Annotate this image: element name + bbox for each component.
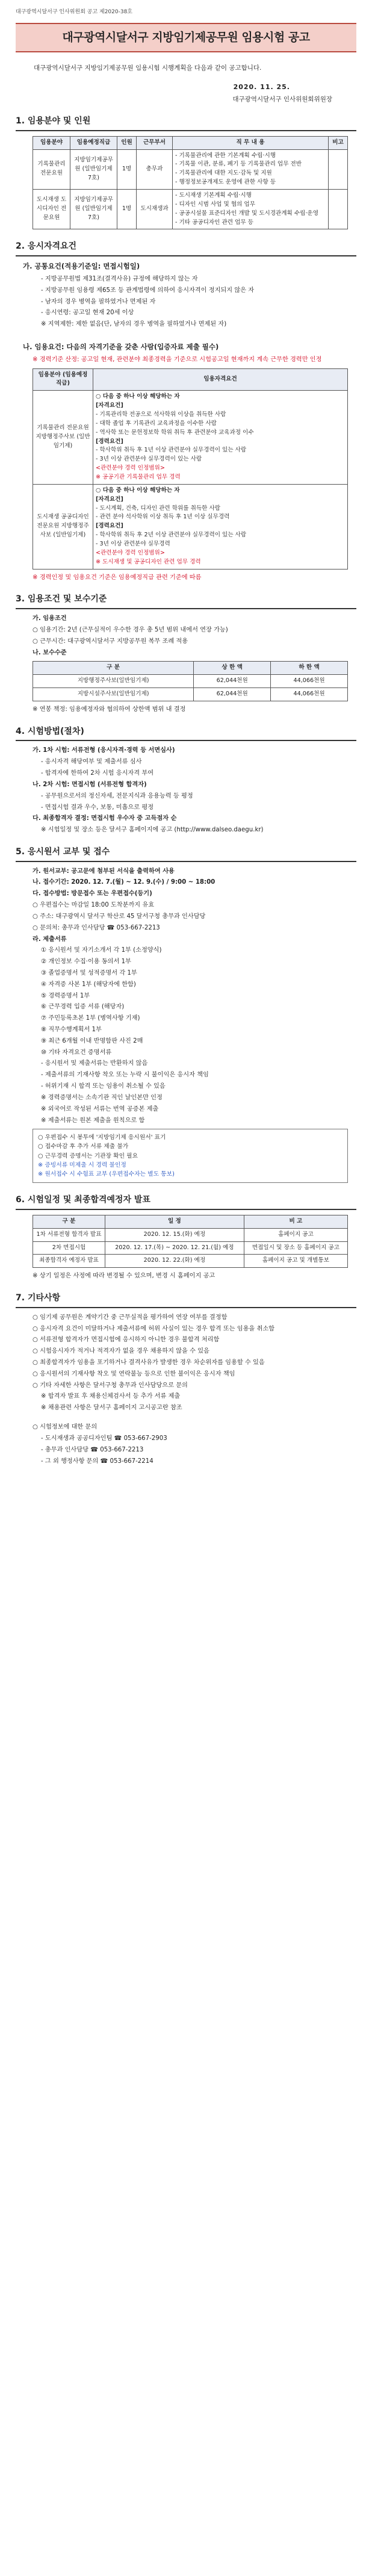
duties-cell <box>173 189 329 229</box>
text-line: 나. 보수수준 <box>33 649 67 656</box>
text-line: - 응시원서 및 제출서류는 반환하지 않음 <box>41 1060 148 1067</box>
table-cell: 2020. 12. 15.(화) 예정 <box>105 1228 244 1241</box>
text-line: 다. 접수방법: 방문접수 또는 우편접수(등기) <box>33 890 152 898</box>
position-table-wrap <box>33 136 348 230</box>
duty-line: - 기록물관리에 대한 지도·감독 및 지원 <box>175 170 272 177</box>
table-cell: 면접일시 및 장소 등 홈페이지 공고 <box>244 1241 347 1255</box>
notice-number: 대구광역시달서구 인사위원회 공고 제2020-38호 <box>16 9 132 15</box>
text-line: ⑥ 근무경력 입증 서류 (해당자) <box>41 1004 125 1011</box>
duty-line: - 기록물관리에 관한 기본계획 수립·시행 <box>175 152 276 159</box>
requirements-footnote: ※ 경력인정 및 임용요건 기준은 임용예정직급 관련 기준에 따름 <box>33 574 202 581</box>
table-header: 하 한 액 <box>271 662 348 675</box>
text-line: - 응시연령: 공고일 현재 20세 이상 <box>41 309 134 317</box>
duty-line: - 도시재생 기본계획 수립·시행 <box>175 191 252 199</box>
text-line: - 면접시험 결과 우수, 보통, 미흡으로 평정 <box>41 804 154 811</box>
text-line: ※ 채용관련 사항은 달서구 홈페이지 고시공고란 참조 <box>41 1404 182 1412</box>
section-title: 7. 기타사항 <box>16 1292 356 1308</box>
duty-line: - 공공시설물 표준디자인 개발 및 도시경관계획 수립·운영 <box>175 209 318 217</box>
schedule-table <box>33 1215 348 1268</box>
text-line: ○ 응시자격 요건이 미달하거나 제출서류에 허위 사실이 있는 경우 합격 또는 임용을 취소함 <box>33 1325 275 1332</box>
requirements-table <box>33 368 348 570</box>
text-line: 나. 접수기간: 2020. 12. 7.(월) ~ 12. 9.(수) / 9:00 ~ 18:00 <box>33 879 215 886</box>
table-cell: 홈페이지 공고 및 개별통보 <box>244 1255 347 1268</box>
submission-notes-box <box>33 1129 348 1183</box>
text-line: ○ 임용기간: 2년 (근무실적이 우수한 경우 총 5년 범위 내에서 연장 가능) <box>33 626 228 633</box>
section-title: 6. 시험일정 및 최종합격예정자 발표 <box>16 1194 356 1210</box>
duty-line: - 디자인 시범 사업 및 협의 업무 <box>175 200 255 208</box>
page-title: 대구광역시달서구 지방임기제공무원 임용시험 공고 <box>16 23 356 52</box>
table-cell: 62,044천원 <box>194 675 271 688</box>
table-row <box>33 1228 348 1241</box>
requirement-line: - 도시계획, 건축, 디자인 관련 학위를 취득한 사람 <box>96 504 220 512</box>
note-cell <box>329 149 348 189</box>
table-cell: 기록물관리 전문요원 <box>33 149 70 189</box>
table-row <box>33 1241 348 1255</box>
pay-table-wrap <box>33 661 348 701</box>
field-cell: 도시재생 공공디자인 전문요원 지방행정주사보 (일반임기제) <box>33 484 93 569</box>
text-line: ⑤ 경력증명서 1부 <box>41 992 90 999</box>
requirement-line: - 기록관리학 전공으로 석사학위 이상을 취득한 사람 <box>96 411 226 418</box>
requirement-line: - 대학 졸업 후 기록관리 교육과정을 이수한 사람 <box>96 420 217 427</box>
requirement-line: ※ 공공기관 기록물관리 업무 경력 <box>96 474 181 481</box>
table-row <box>33 391 348 485</box>
text-line: ○ 문의처: 총무과 인사담당 ☎ 053-667-2213 <box>33 924 160 931</box>
section-title: 5. 응시원서 교부 및 접수 <box>16 846 356 862</box>
section-title: 1. 임용분야 및 인원 <box>16 115 356 131</box>
text-line: ※ 제출서류는 원본 제출을 원칙으로 함 <box>41 1117 145 1124</box>
requirement-line: - 3년 이상 관련분야 실무경력 <box>96 541 170 548</box>
text-line: ○ 주소: 대구광역시 달서구 학산로 45 달서구청 총무과 인사담당 <box>33 913 206 920</box>
subsection-title: 가. 공통요건(적용기준일: 면접시험일) <box>23 262 140 271</box>
text-line: ○ 서류전형 합격자가 면접시험에 응시하지 아니한 경우 불합격 처리함 <box>33 1336 220 1344</box>
table-cell: 1명 <box>117 189 137 229</box>
text-line: - 남자의 경우 병역을 필하였거나 면제된 자 <box>41 298 156 305</box>
table-header: 임용분야 <box>33 136 70 149</box>
text-line: - 총무과 인사담당 ☎ 053-667-2213 <box>41 1446 144 1453</box>
table-cell: 44,066천원 <box>271 688 348 701</box>
table-header: 일 정 <box>105 1215 244 1228</box>
table-header: 근무부서 <box>137 136 173 149</box>
issuer: 대구광역시달서구 인사위원회위원장 <box>232 95 332 103</box>
table-header: 임용분야 (임용예정직급) <box>33 368 93 391</box>
table-row <box>33 675 348 688</box>
text-line: 가. 임용조건 <box>33 615 67 622</box>
table-cell: 총무과 <box>137 149 173 189</box>
table-cell: 62,044천원 <box>194 688 271 701</box>
table-header: 상 한 액 <box>194 662 271 675</box>
table-header: 구 분 <box>33 1215 105 1228</box>
text-line: ⑨ 최근 6개월 이내 반명함판 사진 2매 <box>41 1037 143 1044</box>
text-line: 다. 최종합격자 결정: 면접시험 우수자 중 고득점자 순 <box>33 815 177 822</box>
note-line: ※ 원서접수 시 수험표 교부 (우편접수자는 별도 통보) <box>38 1171 175 1178</box>
section-title: 4. 시험방법(절차) <box>16 725 356 742</box>
text-line: ※ 경력증명서는 소속기관 직인 날인본만 인정 <box>41 1094 163 1101</box>
text-line: ⑦ 주민등록초본 1부 (병역사항 기재) <box>41 1015 140 1022</box>
text-line: ⑩ 기타 자격요건 증명서류 <box>41 1049 112 1056</box>
requirement-line: <관련분야 경력 인정범위> <box>96 465 165 472</box>
text-line: - 공무원으로서의 정신자세, 전문지식과 응용능력 등 평정 <box>41 792 193 799</box>
table-cell: 최종합격자 예정자 발표 <box>33 1255 105 1268</box>
schedule-note: ※ 상기 일정은 사정에 따라 변경될 수 있으며, 변경 시 홈페이지 공고 <box>33 1273 215 1280</box>
career-note: ※ 경력기준 산정: 공고일 현재, 관련분야 최종경력을 기준으로 시험공고일 현재까지 계속 근무한 경력만 인정 <box>33 356 322 363</box>
table-cell: 1차 서류전형 합격자 발표 <box>33 1228 105 1241</box>
text-line: ※ 합격자 발표 후 채용신체검사서 등 추가 서류 제출 <box>41 1393 181 1400</box>
text-line: ○ 시험응시자가 적거나 적격자가 없을 경우 채용하지 않을 수 있음 <box>33 1348 209 1355</box>
text-line: ○ 임기제 공무원은 계약기간 중 근무실적을 평가하여 연장 여부를 결정함 <box>33 1314 228 1321</box>
note-line: ※ 증빙서류 미제출 시 경력 불인정 <box>38 1161 126 1169</box>
table-cell: 1명 <box>117 149 137 189</box>
text-line: ① 응시원서 및 자기소개서 각 1부 (소정양식) <box>41 947 162 954</box>
table-row <box>33 189 348 229</box>
table-header: 비 고 <box>244 1215 347 1228</box>
text-line: 가. 1차 시험: 서류전형 (응시자격·경력 등 서면심사) <box>33 747 175 754</box>
text-line: 나. 2차 시험: 면접시험 (서류전형 합격자) <box>33 781 147 788</box>
table-row <box>33 1255 348 1268</box>
position-table <box>33 136 348 230</box>
duty-line: - 기타 공공디자인 관련 업무 등 <box>175 219 253 226</box>
text-line: ④ 자격증 사본 1부 (해당자에 한함) <box>41 981 136 988</box>
table-cell: 지방임기제공무원 (일반임기제 7호) <box>70 149 117 189</box>
table-row <box>33 688 348 701</box>
requirement-line: - 관련 분야 석사학위 이상 취득 후 1년 이상 실무경력 <box>96 514 230 521</box>
text-line: - 지방공무원 임용령 제65조 등 관계법령에 의하여 응시자격이 정지되지 않은 자 <box>41 287 255 294</box>
requirement-line: [자격요건] <box>96 495 123 503</box>
table-cell: 2020. 12. 22.(화) 예정 <box>105 1255 244 1268</box>
requirement-line: - 역사학 또는 문헌정보학 학위 취득 후 관련분야 교육과정 이수 <box>96 429 254 436</box>
table-cell: 도시재생 도시디자인 전문요원 <box>33 189 70 229</box>
table-cell: 홈페이지 공고 <box>244 1228 347 1241</box>
text-line: ○ 기타 자세한 사항은 달서구청 총무과 인사담당으로 문의 <box>33 1382 188 1389</box>
notice-date: 2020. 11. 25. <box>233 82 290 91</box>
text-line: ○ 최종합격자가 임용을 포기하거나 결격사유가 발생한 경우 차순위자를 임용할 수 있음 <box>33 1359 265 1367</box>
text-line: ※ 시험일정 및 장소 등은 달서구 홈페이지에 공고 (http://www.dalseo.daegu.kr) <box>41 827 264 834</box>
section-title: 3. 임용조건 및 보수기준 <box>16 593 356 609</box>
table-header: 비고 <box>329 136 348 149</box>
text-line: ○ 응시원서의 기재사항 착오 및 연락불능 등으로 인한 불이익은 응시자 책임 <box>33 1370 235 1377</box>
requirements-table-wrap <box>33 368 348 570</box>
table-header: 구 분 <box>33 662 194 675</box>
requirements-cell <box>93 391 348 485</box>
text-line: ③ 졸업증명서 및 성적증명서 각 1부 <box>41 969 137 976</box>
table-cell: 도시재생과 <box>137 189 173 229</box>
text-line: - 허위기재 시 합격 또는 임용이 취소될 수 있음 <box>41 1083 166 1090</box>
requirement-line: <관련분야 경력 인정범위> <box>96 549 165 556</box>
text-line: 가. 원서교부: 공고문에 첨부된 서식을 출력하여 사용 <box>33 867 175 875</box>
section-title: 2. 응시자격요건 <box>16 240 356 256</box>
requirement-line: [자격요건] <box>96 402 123 409</box>
requirement-line: - 3년 이상 관련분야 실무경력이 있는 사람 <box>96 456 202 463</box>
requirement-line: ○ 다음 중 하나 이상 해당하는 자 <box>96 393 180 400</box>
table-cell: 2020. 12. 17.(목) ~ 2020. 12. 21.(월) 예정 <box>105 1241 244 1255</box>
intro-text: 대구광역시달서구 지방임기제공무원 임용시험 시행계획을 다음과 같이 공고합니다. <box>34 64 262 72</box>
text-line: - 제출서류의 기재사항 착오 또는 누락 시 불이익은 응시자 책임 <box>41 1072 209 1079</box>
table-cell: 지방임기제공무원 (일반임기제 7호) <box>70 189 117 229</box>
text-line: ○ 우편접수는 마감일 18:00 도착분까지 유효 <box>33 902 155 909</box>
requirement-line: ○ 다음 중 하나 이상 해당하는 자 <box>96 486 180 494</box>
text-line: ⑧ 직무수행계획서 1부 <box>41 1026 102 1033</box>
pay-table <box>33 661 348 701</box>
subsection-title: 나. 임용요건: 다음의 자격기준을 갖춘 사람(입증자료 제출 필수) <box>23 342 219 351</box>
text-line: ※ 지역제한: 제한 없음(단, 남자의 경우 병역을 필하였거나 면제된 자) <box>41 321 227 328</box>
requirement-line: [경력요건] <box>96 523 123 530</box>
requirement-line: - 학사학위 취득 후 2년 이상 관련분야 실무경력이 있는 사람 <box>96 532 247 539</box>
text-line: - 그 외 행정사항 문의 ☎ 053-667-2214 <box>41 1457 153 1465</box>
text-line: ○ 시험정보에 대한 문의 <box>33 1424 98 1431</box>
table-cell: 지방시설주사보(일반임기제) <box>33 688 194 701</box>
text-line: - 도시재생과 공공디자인팀 ☎ 053-667-2903 <box>41 1435 167 1442</box>
duties-cell <box>173 149 329 189</box>
text-line: ○ 근무시간: 대구광역시달서구 지방공무원 복무 조례 적용 <box>33 638 188 645</box>
text-line: - 합격자에 한하여 2차 시험 응시자격 부여 <box>41 770 154 777</box>
schedule-table-wrap <box>33 1215 348 1268</box>
requirement-line: - 학사학위 취득 후 1년 이상 관련분야 실무경력이 있는 사람 <box>96 447 247 454</box>
duty-line: - 기록물 이관, 분류, 폐기 등 기록물관리 업무 전반 <box>175 161 302 168</box>
pay-note: ※ 연봉 책정: 임용예정자와 협의하여 상한액 범위 내 결정 <box>33 706 186 713</box>
table-header: 임용자격요건 <box>93 368 348 391</box>
text-line: - 지방공무원법 제31조(결격사유) 규정에 해당하지 않는 자 <box>41 275 198 282</box>
note-line: ○ 근무경력 증명서는 기관장 확인 필요 <box>38 1152 138 1159</box>
text-line: ※ 외국어로 작성된 서류는 번역 공증본 제출 <box>41 1105 159 1113</box>
requirements-cell <box>93 484 348 569</box>
field-cell: 기록물관리 전문요원 지방행정주사보 (일반임기제) <box>33 391 93 485</box>
table-row <box>33 484 348 569</box>
table-header: 인원 <box>117 136 137 149</box>
note-cell <box>329 189 348 229</box>
table-header: 직 무 내 용 <box>173 136 329 149</box>
requirement-line: [경력요건] <box>96 438 123 445</box>
note-line: ○ 우편접수 시 봉투에 '지방임기제 응시원서' 표기 <box>38 1134 166 1141</box>
text-line: - 응시자격 해당여부 및 제출서류 심사 <box>41 759 142 766</box>
table-cell: 지방행정주사보(일반임기제) <box>33 675 194 688</box>
note-line: ○ 접수마감 후 추가 서류 제출 불가 <box>38 1143 129 1150</box>
text-line: 라. 제출서류 <box>33 936 67 943</box>
requirement-line: ※ 도시재생 및 공공디자인 관련 업무 경력 <box>96 558 201 565</box>
duty-line: - 행정정보공개제도 운영에 관한 사항 등 <box>175 179 276 186</box>
table-cell: 2차 면접시험 <box>33 1241 105 1255</box>
text-line: ② 개인정보 수집·이용 동의서 1부 <box>41 958 131 966</box>
table-row <box>33 149 348 189</box>
table-cell: 44,066천원 <box>271 675 348 688</box>
table-header: 임용예정직급 <box>70 136 117 149</box>
